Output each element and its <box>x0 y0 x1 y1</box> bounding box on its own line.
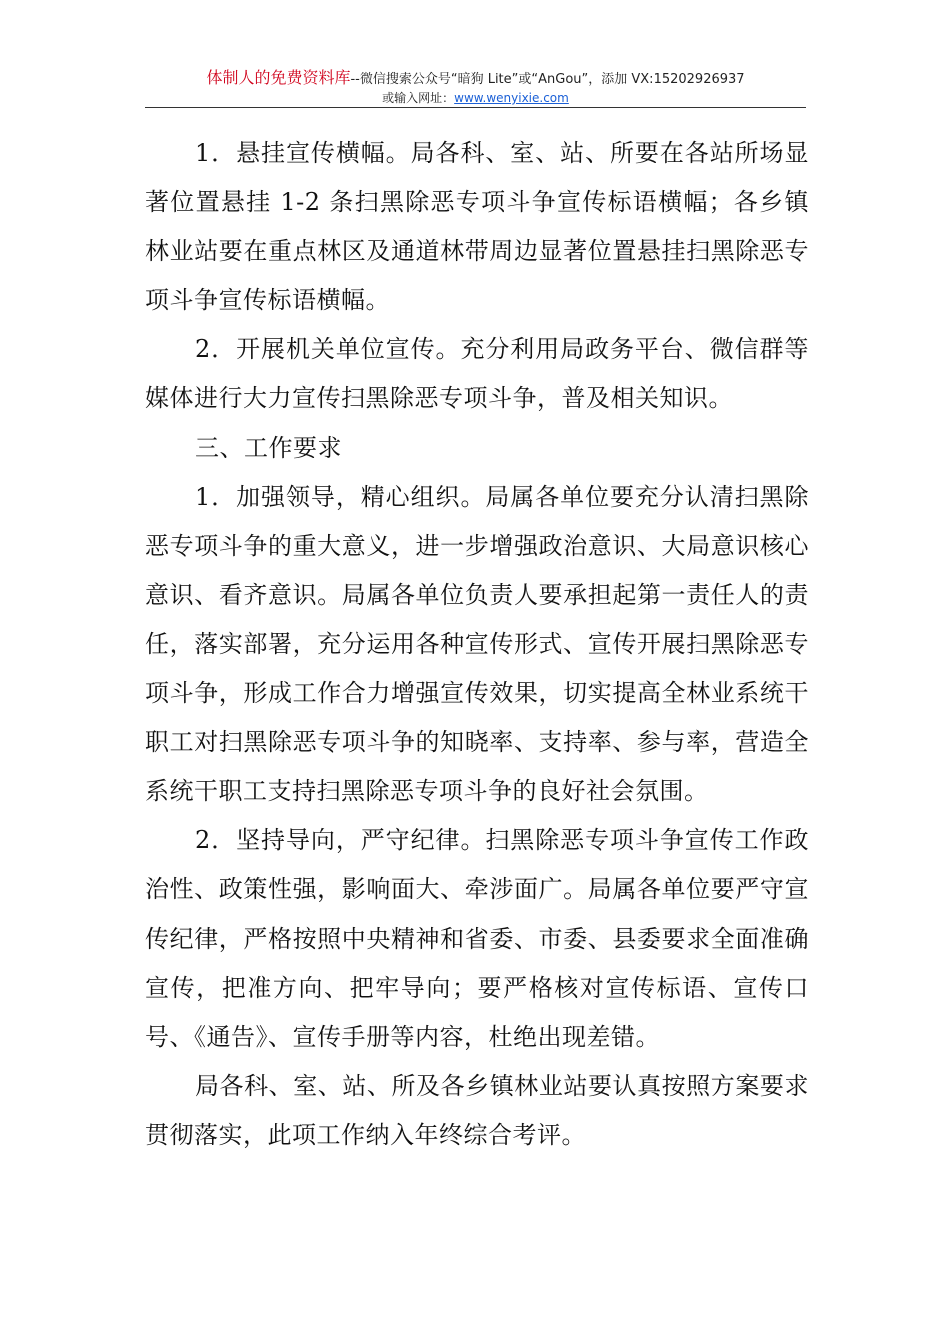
header-line-1 <box>145 68 806 90</box>
header-brand: 体制人的免费资料库 <box>206 68 351 87</box>
paragraph-hang-banners: 1．悬挂宣传横幅。局各科、室、站、所要在各站所场显著位置悬挂 1-2 条扫黑除恶专项斗争宣传标语横幅；各乡镇林业站要在重点林区及通道林带周边显著位置悬挂扫黑除恶专项斗争宣传标语横幅。 <box>145 139 809 315</box>
section-heading-work-requirements: 三、工作要求 <box>195 433 342 462</box>
header-wechat-info: --微信搜索公众号“暗狗 Lite”或“AnGou”，添加 VX:15202926937 <box>350 72 745 87</box>
page-header <box>145 68 806 107</box>
document-body <box>145 129 809 1160</box>
paragraph-implementation: 局各科、室、站、所及各乡镇林业站要认真按照方案要求贯彻落实，此项工作纳入年终综合考评。 <box>145 1071 809 1149</box>
header-line-2 <box>145 90 806 107</box>
header-url-prefix: 或输入网址： <box>382 91 455 105</box>
paragraph-agency-publicity: 2．开展机关单位宣传。充分利用局政务平台、微信群等媒体进行大力宣传扫黑除恶专项斗争，普及相关知识。 <box>145 335 809 413</box>
paragraph-strengthen-leadership: 1．加强领导，精心组织。局属各单位要充分认清扫黑除恶专项斗争的重大意义，进一步增强政治意识、大局意识核心意识、看齐意识。局属各单位负责人要承担起第一责任人的责任，落实部署，充分运用各种宣传形式、宣传开展扫黑除恶专项斗争，形成工作合力增强宣传效果，切实提高全林业系统干职工对扫黑除恶专项斗争的知晓率、支持率、参与率，营造全系统干职工支持扫黑除恶专项斗争的良好社会氛围。 <box>145 482 809 806</box>
header-website-link[interactable]: www.wenyixie.com <box>454 91 569 105</box>
header-divider <box>145 107 806 108</box>
paragraph-adhere-guidance: 2．坚持导向，严守纪律。扫黑除恶专项斗争宣传工作政治性、政策性强，影响面大、牵涉面广。局属各单位要严守宣传纪律，严格按照中央精神和省委、市委、县委要求全面准确宣传，把准方向、把牢导向；要严格核对宣传标语、宣传口号、《通告》、宣传手册等内容，杜绝出现差错。 <box>145 826 809 1051</box>
